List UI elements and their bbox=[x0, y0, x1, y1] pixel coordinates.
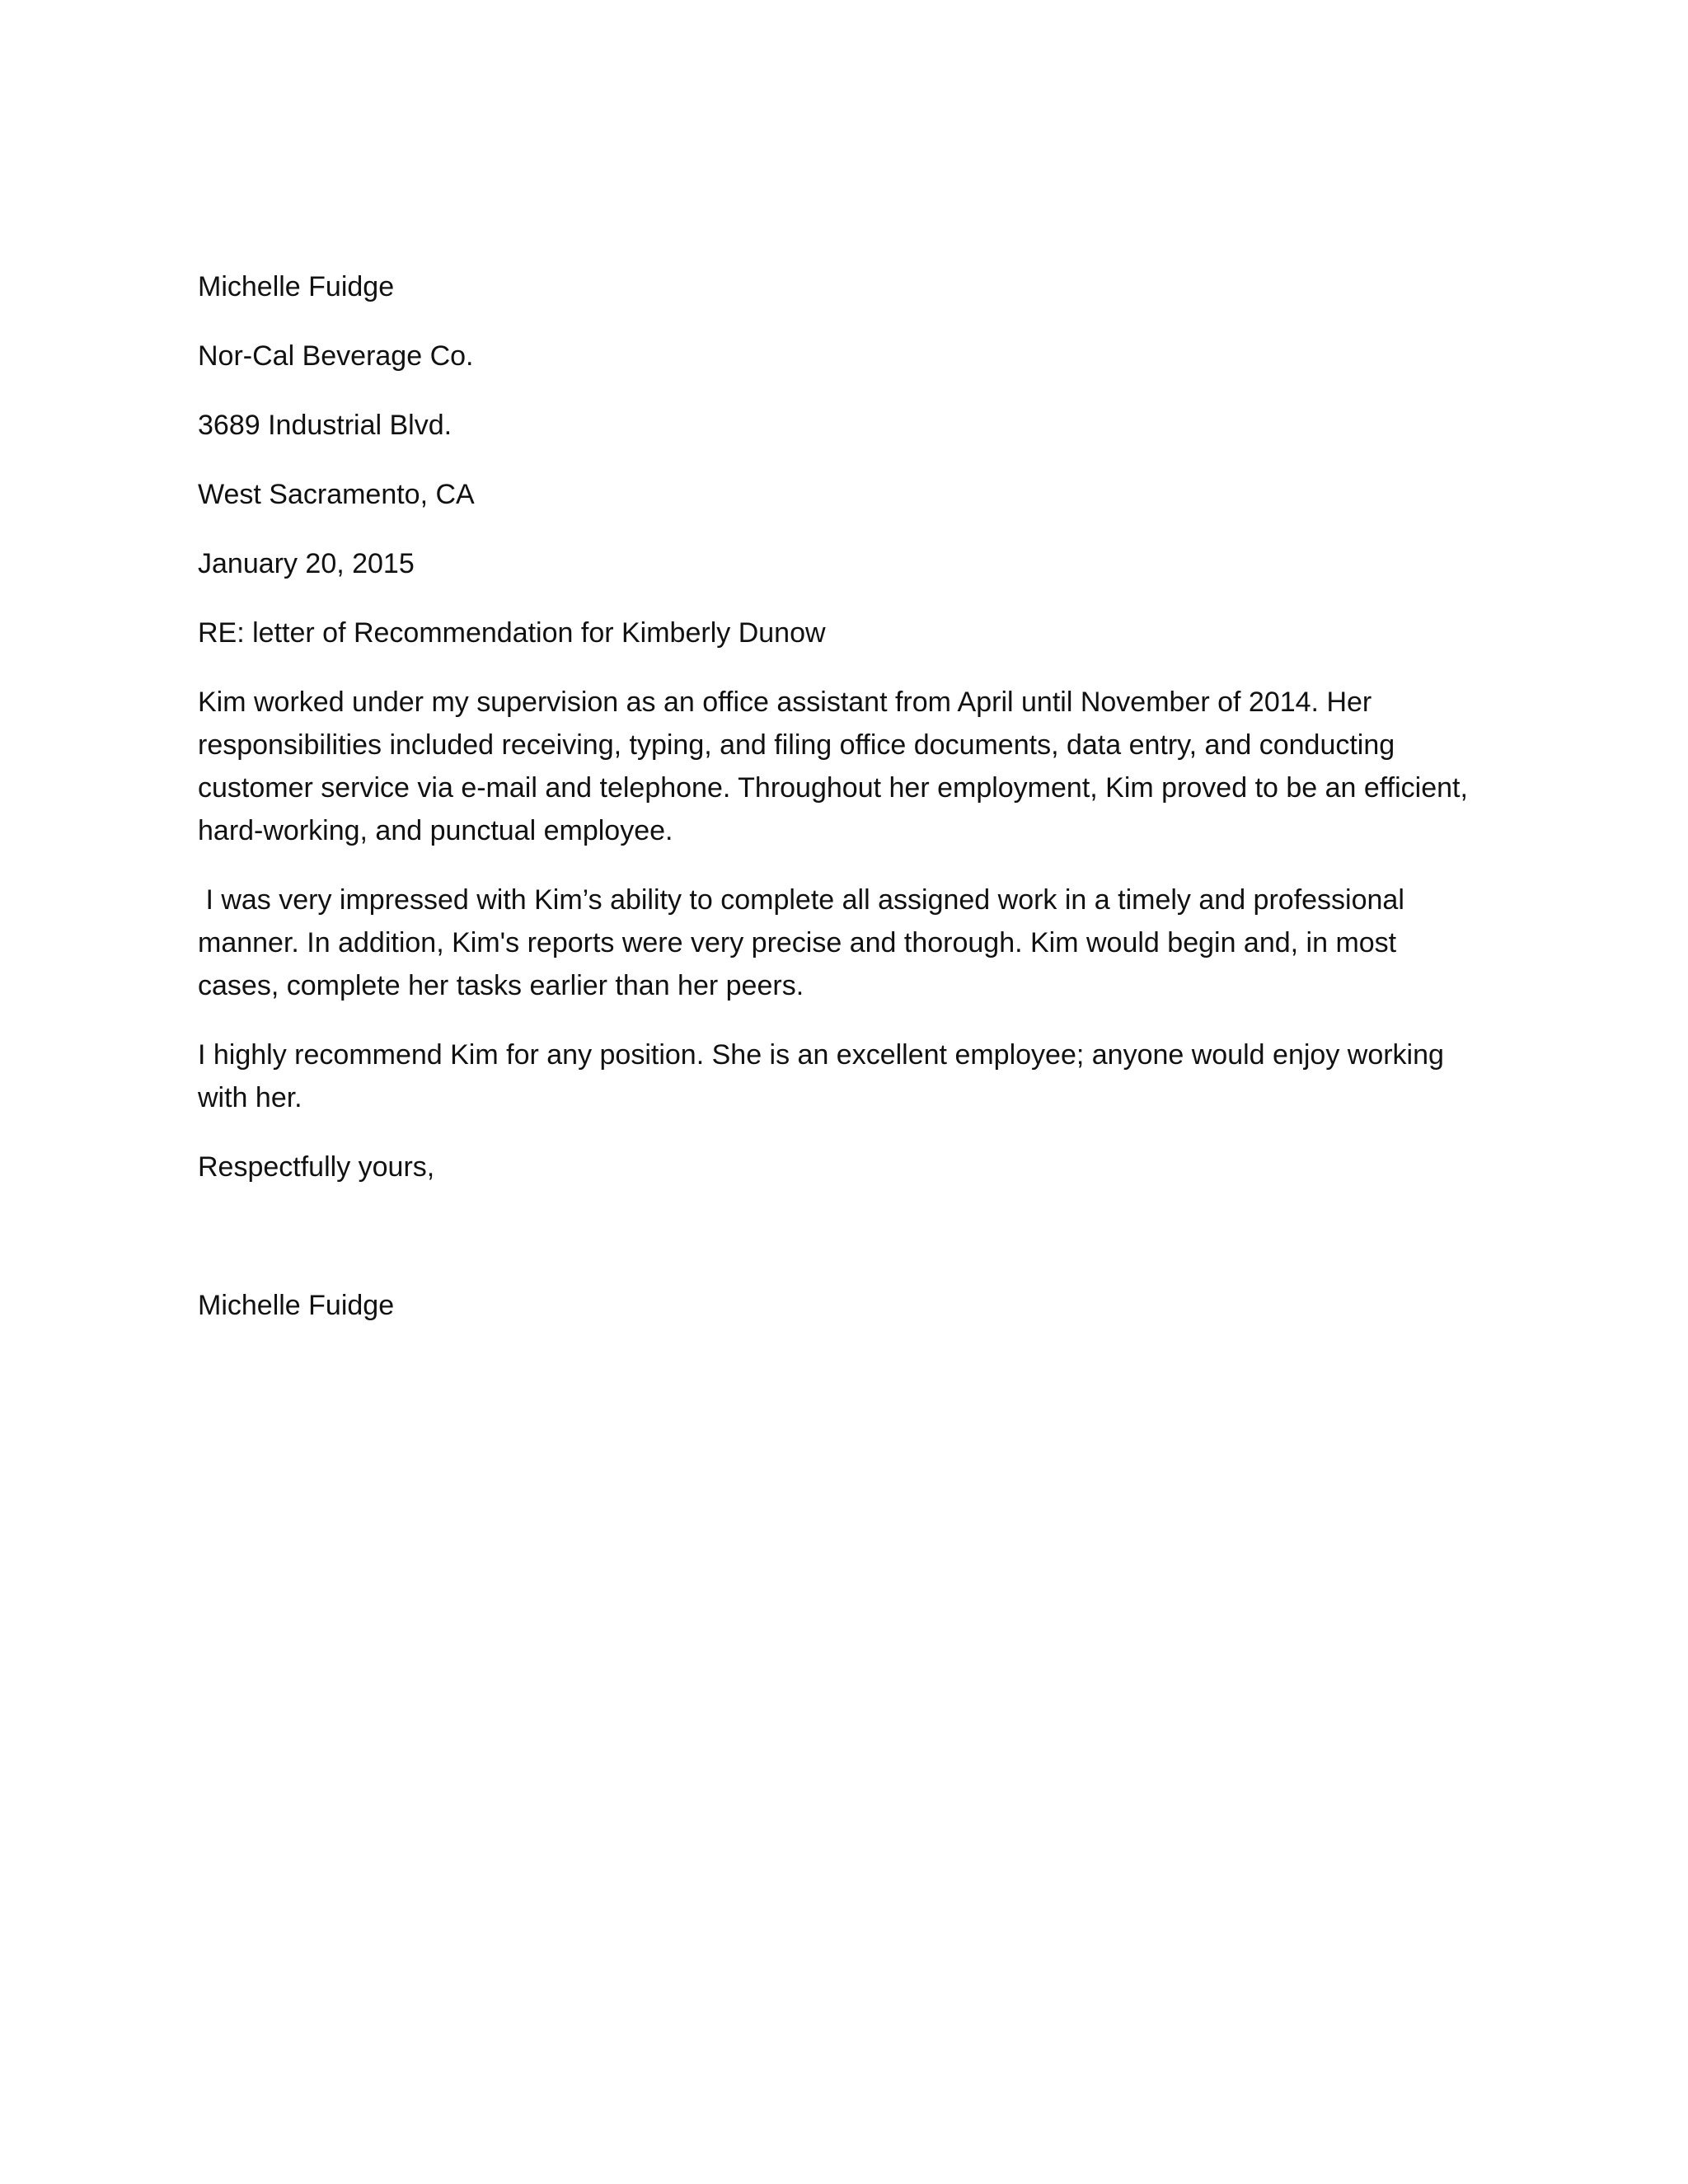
closing: Respectfully yours, bbox=[198, 1151, 435, 1183]
letter-subject: RE: letter of Recommendation for Kimberly Dunow bbox=[198, 617, 826, 649]
recommendation-letter bbox=[198, 265, 1484, 1353]
street-address: 3689 Industrial Blvd. bbox=[198, 410, 452, 441]
body-paragraph-3: I highly recommend Kim for any position. She is an excellent employee; anyone would enjoy working with her. bbox=[198, 1039, 1444, 1113]
body-paragraph-2: I was very impressed with Kim’s ability to complete all assigned work in a timely and professional manner. In addition, Kim's reports were very precise and thorough. Kim would begin and, in most cases, complete her tasks earlier than her peers. bbox=[198, 884, 1413, 1001]
company-name: Nor-Cal Beverage Co. bbox=[198, 340, 474, 372]
city-state: West Sacramento, CA bbox=[198, 479, 475, 510]
signature-space bbox=[198, 1215, 1484, 1284]
signature-name: Michelle Fuidge bbox=[198, 1290, 395, 1321]
letter-date: January 20, 2015 bbox=[198, 548, 415, 579]
sender-name: Michelle Fuidge bbox=[198, 271, 395, 302]
body-paragraph-1: Kim worked under my supervision as an office assistant from April until November of 2014. Her responsibilities included receiving, typing, and filing office documents, data entry, and conducting customer service via e-mail and telephone. Throughout her employment, Kim proved to be an efficient, hard-working, and punctual employee. bbox=[198, 687, 1468, 846]
